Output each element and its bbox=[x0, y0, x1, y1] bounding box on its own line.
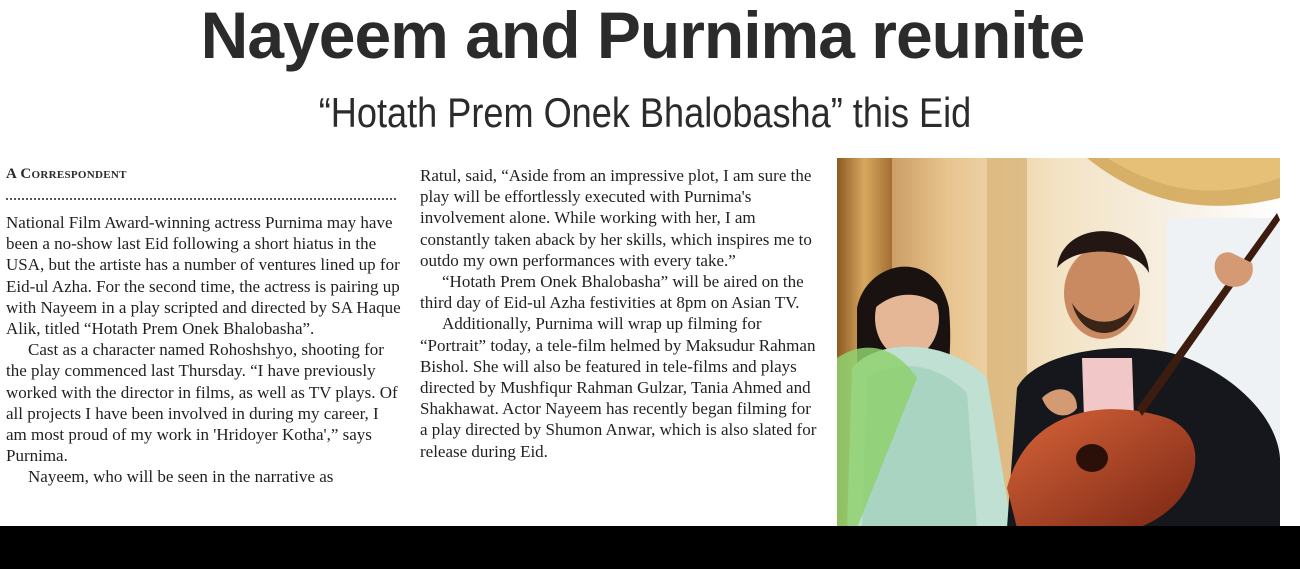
byline-divider bbox=[6, 198, 396, 200]
paragraph: National Film Award-winning actress Purnima may have been a no-show last Eid following a short hiatus in the USA, but the artiste has a number of ventures lined up for Eid-ul Azha. For the second time, the actress is pairing up with Nayeem in a play scripted and directed by SA Haque Alik, titled “Hotath Prem Onek Bhalobasha”. bbox=[6, 213, 401, 339]
byline: A Correspondent bbox=[6, 166, 127, 182]
paragraph: Ratul, said, “Aside from an impressive plot, I am sure the play will be effortlessly executed with Purnima's involvement alone. While working with her, I am constantly taken aback by her skills, which inspires me to outdo my own performances with every take.” bbox=[420, 166, 812, 270]
article-photo bbox=[837, 158, 1280, 528]
subheadline: “Hotath Prem Onek Bhalobasha” this Eid bbox=[318, 89, 972, 136]
article-column-1 bbox=[6, 212, 401, 527]
bottom-black-bar bbox=[0, 526, 1300, 569]
paragraph: Nayeem, who will be seen in the narrative as bbox=[28, 467, 334, 487]
headline: Nayeem and Purnima reunite bbox=[200, 0, 1085, 72]
paragraph: “Hotath Prem Onek Bhalobasha” will be aired on the third day of Eid-ul Azha festivities at 8pm on Asian TV. bbox=[420, 272, 804, 313]
article-column-2 bbox=[420, 165, 818, 527]
paragraph: Cast as a character named Rohoshshyo, shooting for the play commenced last Thursday. “I have previously worked with the director in films, as well as TV plays. Of all projects I have been involved in during my career, I am most proud of my work in 'Hridoyer Kotha',” says Purnima. bbox=[6, 340, 398, 466]
photo-illustration bbox=[837, 158, 1280, 528]
paragraph: Additionally, Purnima will wrap up filming for “Portrait” today, a tele-film helmed by Maksudur Rahman Bishol. She will also be featured in tele-films and plays directed by Mushfiqur Rahman Gulzar, Tania Ahmed and Shakhawat. Actor Nayeem has recently began filming for a play directed by Shumon Anwar, which is also slated for release during Eid. bbox=[420, 314, 817, 461]
